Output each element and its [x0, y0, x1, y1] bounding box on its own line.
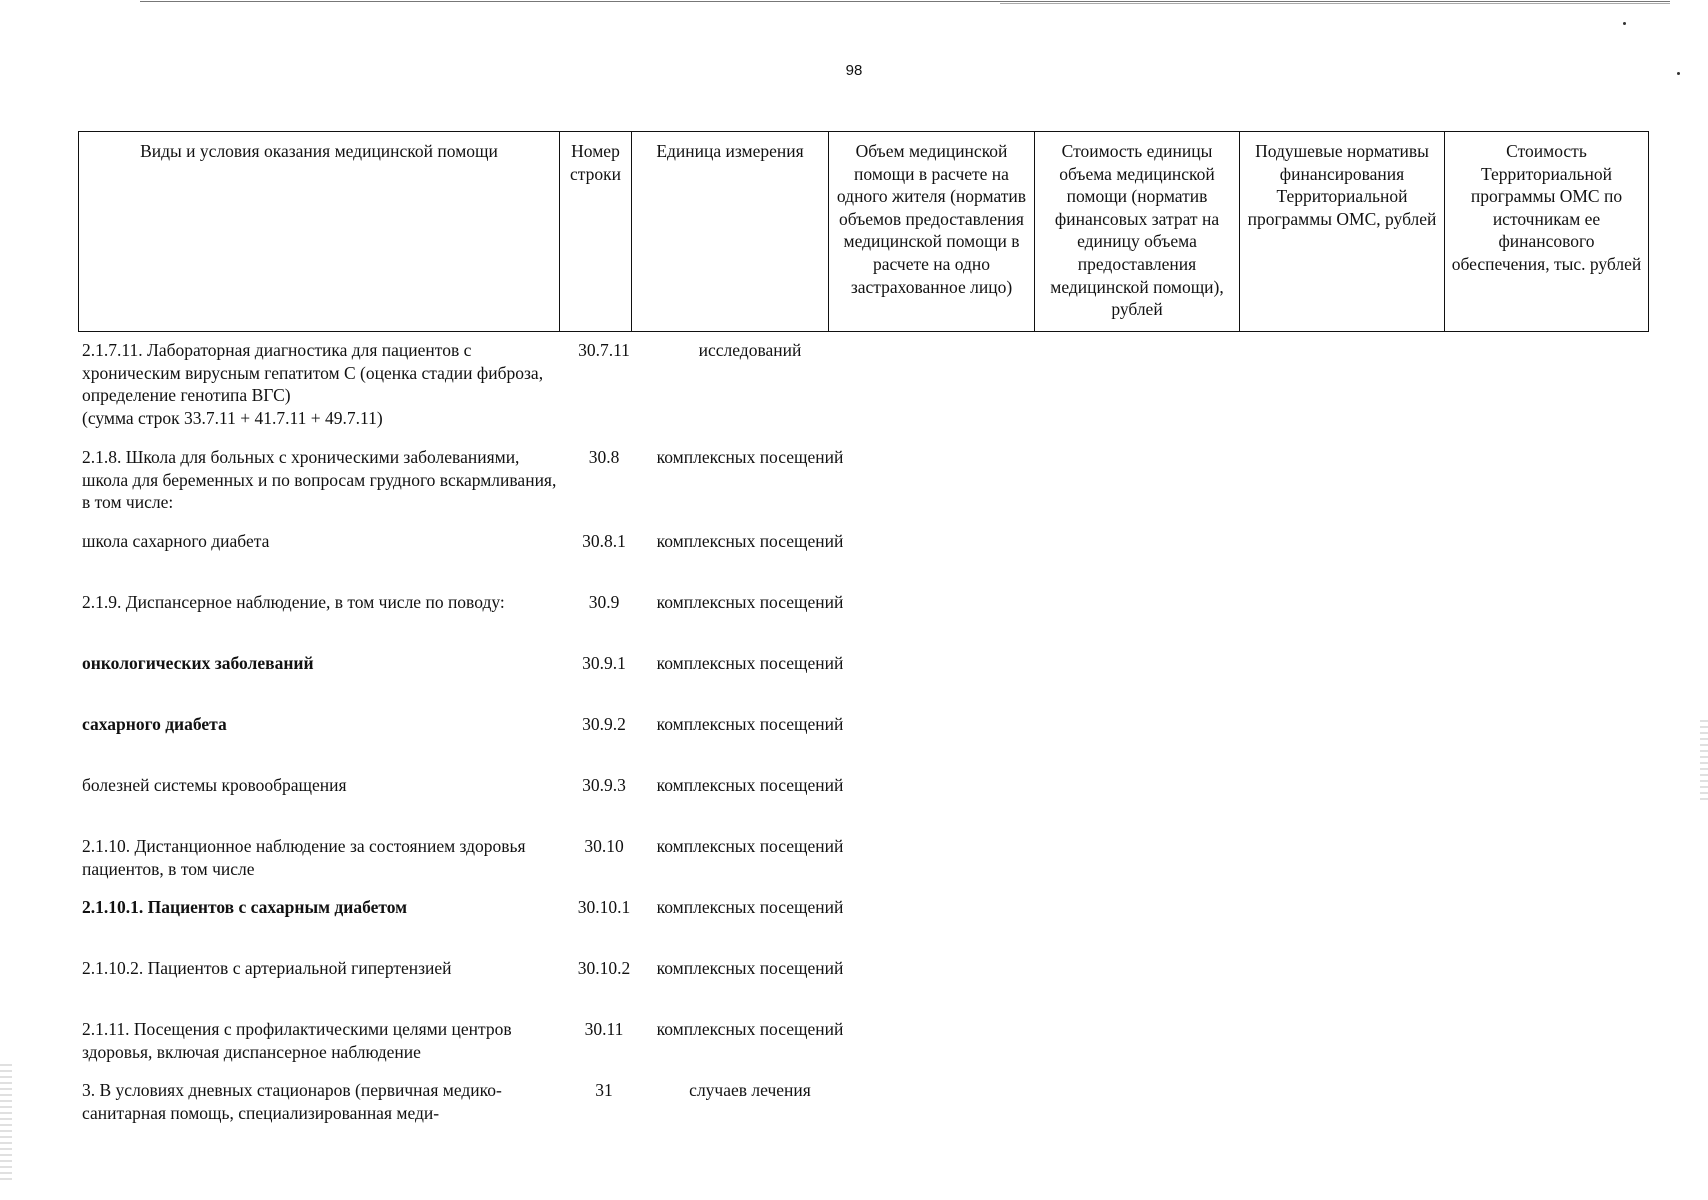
row-name: 2.1.8. Школа для больных с хроническими заболеваниями, школа для беременных и по вопросам грудного вскармливания, в том числе: [82, 447, 557, 513]
row-unit: комплексных посещений [656, 958, 844, 978]
row-unit: комплексных посещений [656, 531, 844, 551]
header-cell-type: Виды и условия оказания медицинской помощи [79, 132, 560, 332]
row-unit: комплексных посещений [656, 1019, 844, 1039]
table-row [78, 652, 850, 675]
row-name-formula: (сумма строк 33.7.11 + 41.7.11 + 49.7.11) [82, 407, 383, 428]
row-unit: комплексных посещений [656, 447, 844, 467]
table-header [78, 131, 1649, 332]
row-name: болезней системы кровообращения [82, 775, 347, 795]
row-unit: комплексных посещений [656, 897, 844, 917]
table-row [78, 446, 850, 514]
row-unit: комплексных посещений [656, 836, 844, 856]
row-number: 30.10 [584, 836, 624, 856]
header-cell-volume: Объем медицинской помощи в расчете на одного жителя (норматив объемов предоставления медицинской помощи в расчете на одно застрахованное лицо) [829, 132, 1035, 332]
row-unit: случаев лечения [689, 1080, 811, 1100]
header-cell-per-capita: Подушевые нормативы финансирования Территориальной программы ОМС, рублей [1240, 132, 1445, 332]
row-name: 2.1.10.2. Пациентов с артериальной гипертензией [82, 958, 452, 978]
table-row [78, 1018, 850, 1063]
row-number: 30.8 [588, 447, 620, 467]
scan-artifact [0, 1060, 12, 1180]
row-unit: комплексных посещений [656, 714, 844, 734]
table-row [78, 1079, 850, 1124]
row-name: 2.1.11. Посещения с профилактическими целями центров здоровья, включая диспансерное наблюдение [82, 1019, 512, 1062]
header-row [79, 132, 1649, 332]
table-row [78, 713, 850, 736]
row-unit: комплексных посещений [656, 775, 844, 795]
table-row [78, 896, 850, 919]
row-name: 2.1.10. Дистанционное наблюдение за состоянием здоровья пациентов, в том числе [82, 836, 526, 879]
row-name: 3. В условиях дневных стационаров (первичная медико-санитарная помощь, специализированная меди- [82, 1080, 502, 1123]
row-number: 31 [595, 1080, 613, 1100]
row-number: 30.10.2 [577, 958, 631, 978]
row-number: 30.7.11 [578, 340, 630, 360]
row-number: 30.9.1 [582, 653, 626, 673]
scan-speck [1623, 22, 1626, 25]
row-number: 30.9.3 [582, 775, 626, 795]
table-row [78, 530, 850, 553]
row-number: 30.9 [588, 592, 620, 612]
header-cell-unit-cost: Стоимость единицы объема медицинской помощи (норматив финансовых затрат на единицу объема предоставления медицинской помощи), рублей [1035, 132, 1240, 332]
top-border-line [1000, 3, 1670, 4]
row-name: 2.1.10.1. Пациентов с сахарным диабетом [82, 897, 408, 917]
row-unit: комплексных посещений [656, 592, 844, 612]
row-name [78, 339, 560, 429]
row-name: онкологических заболеваний [82, 653, 314, 673]
row-number: 30.8.1 [582, 531, 626, 551]
header-cell-program-cost: Стоимость Территориальной программы ОМС по источникам ее финансового обеспечения, тыс. рублей [1445, 132, 1649, 332]
page-number: 98 [845, 62, 863, 79]
header-cell-unit: Единица измерения [632, 132, 829, 332]
row-unit: комплексных посещений [656, 653, 844, 673]
scan-artifact [1700, 720, 1708, 800]
row-name-text: 2.1.7.11. Лабораторная диагностика для пациентов с хроническим вирусным гепатитом С (оценка стадии фиброза, определение генотипа ВГС) [82, 340, 544, 406]
table-row [78, 957, 850, 980]
row-number: 30.10.1 [577, 897, 631, 917]
row-name: школа сахарного диабета [82, 531, 270, 551]
table-row [78, 339, 850, 429]
table-row [78, 591, 850, 614]
header-cell-row-number: Номер строки [560, 132, 632, 332]
table-row [78, 774, 850, 797]
row-name: 2.1.9. Диспансерное наблюдение, в том числе по поводу: [82, 592, 505, 612]
table-row [78, 835, 850, 880]
row-number: 30.9.2 [582, 714, 626, 734]
top-border-line [140, 1, 1670, 2]
row-number: 30.11 [584, 1019, 624, 1039]
row-unit: исследований [698, 340, 802, 360]
row-name: сахарного диабета [82, 714, 227, 734]
